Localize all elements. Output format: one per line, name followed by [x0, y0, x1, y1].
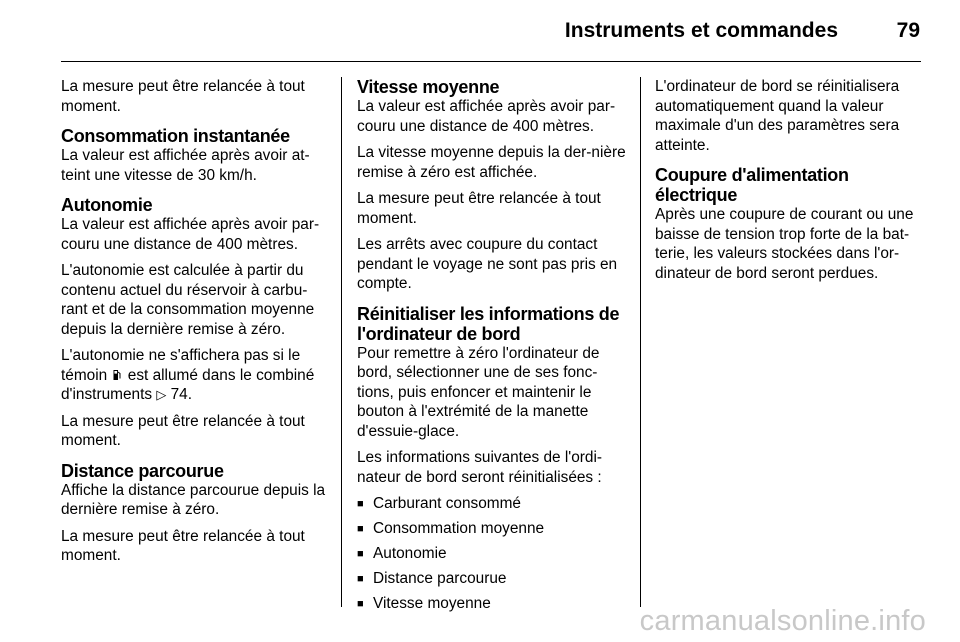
fuel-pump-icon	[113, 367, 121, 379]
paragraph: La valeur est affichée après avoir par-couru une distance de 400 mètres.	[357, 98, 616, 135]
section-heading-autonomie: Autonomie	[61, 195, 153, 215]
paragraph-with-icon	[61, 346, 327, 405]
column-3	[655, 77, 923, 290]
bullet-icon: ■	[357, 522, 364, 535]
paragraph: La mesure peut être relancée à tout moment.	[61, 527, 305, 564]
column-1	[61, 77, 327, 573]
reset-items-list	[357, 494, 627, 614]
paragraph: Les arrêts avec coupure du contact pendant le voyage ne sont pas pris en compte.	[357, 236, 618, 292]
bullet-icon: ■	[357, 498, 364, 510]
paragraph: La mesure peut être relancée à tout moment.	[61, 412, 305, 449]
paragraph: Les informations suivantes de l'ordi-nateur de bord seront réinitialisées :	[357, 449, 603, 486]
page-reference-link[interactable]: 74.	[170, 386, 193, 403]
watermark: carmanualsonline.info	[639, 605, 926, 637]
paragraph: La valeur est affichée après avoir at-teint une vitesse de 30 km/h.	[61, 147, 310, 184]
column-2	[357, 77, 627, 618]
paragraph: La vitesse moyenne depuis la der-nière remise à zéro est affichée.	[357, 144, 626, 181]
list-item: ■ Distance parcourue	[357, 569, 627, 590]
paragraph: La mesure peut être relancée à tout moment.	[357, 190, 601, 227]
section-heading-reinitialiser: Réinitialiser les informations de l'ordinateur de bord	[357, 303, 620, 344]
bullet-icon: ■	[357, 572, 364, 585]
text-fragment: est allumé dans le combiné d'instruments	[61, 366, 315, 403]
paragraph: Pour remettre à zéro l'ordinateur de bord, sélectionner une de ses fonc-tions, puis enfoncer et maintenir le bouton à l'extrémité de la manette d'essuie-glace.	[357, 344, 600, 440]
section-heading-consommation-instantanee: Consommation instantanée	[61, 126, 290, 146]
bullet-icon: ■	[357, 547, 364, 560]
paragraph: La valeur est affichée après avoir par-couru une distance de 400 mètres.	[61, 216, 320, 253]
column-divider-1	[341, 77, 342, 607]
paragraph: Affiche la distance parcourue depuis la dernière remise à zéro.	[61, 481, 326, 518]
text-fragment: L'autonomie ne s'affichera pas si le témoin	[61, 347, 301, 384]
paragraph: Après une coupure de courant ou une baisse de tension trop forte de la bat-terie, les valeurs stockées dans l'or-dinateur de bord seront perdues.	[655, 206, 914, 282]
list-item: ■ Vitesse moyenne	[357, 594, 627, 615]
list-item: ■ Carburant consommé	[357, 494, 627, 515]
page-header-title: Instruments et commandes	[564, 19, 838, 42]
column-divider-2	[640, 77, 641, 607]
bullet-icon: ■	[357, 597, 364, 610]
page-reference-arrow-icon: ▷	[156, 387, 167, 402]
section-heading-coupure-alimentation: Coupure d'alimentation électrique	[655, 165, 849, 205]
list-item: ■ Consommation moyenne	[357, 519, 627, 540]
paragraph: L'ordinateur de bord se réinitialisera automatiquement quand la valeur maximale d'un des paramètres sera atteinte.	[655, 78, 900, 154]
list-item: ■ Autonomie	[357, 544, 627, 565]
paragraph: La mesure peut être relancée à tout moment.	[61, 78, 305, 115]
paragraph: L'autonomie est calculée à partir du contenu actuel du réservoir à carbu-rant et de la consommation moyenne depuis la dernière remise à zéro.	[61, 262, 315, 338]
section-heading-vitesse-moyenne: Vitesse moyenne	[357, 77, 500, 97]
section-heading-distance-parcourue: Distance parcourue	[61, 460, 224, 481]
page-number: 79	[896, 19, 920, 42]
header-rule	[61, 61, 921, 62]
